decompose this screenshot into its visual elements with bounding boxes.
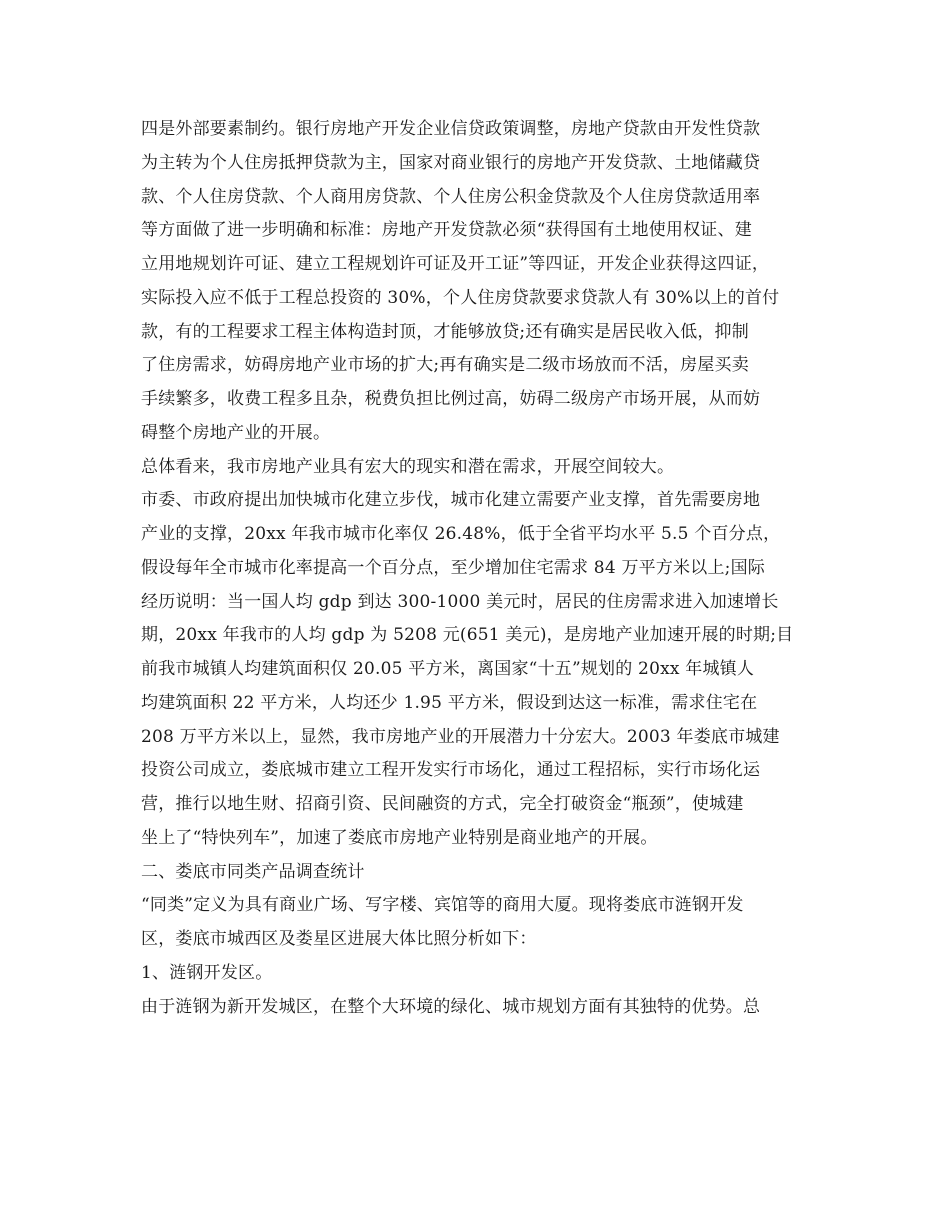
text-line: 总体看来，我市房地产业具有宏大的现实和潜在需求，开展空间较大。 — [141, 457, 675, 477]
text-line: 坐上了“特快列车”，加速了娄底市房地产业特别是商业地产的开展。 — [141, 828, 658, 848]
text-line: 立用地规划许可证、建立工程规划许可证及开工证”等四证，开发企业获得这四证， — [141, 254, 770, 274]
text-line: 实际投入应不低于工程总投资的 30%，个人住房贷款要求贷款人有 30%以上的首付 — [141, 288, 780, 308]
text-line: 市委、市政府提出加快城市化建立步伐，城市化建立需要产业支撑，首先需要房地 — [141, 490, 761, 510]
text-line: 款、个人住房贷款、个人商用房贷款、个人住房公积金贷款及个人住房贷款适用率 — [141, 187, 761, 207]
text-line: “同类”定义为具有商业广场、写字楼、宾馆等的商用大厦。现将娄底市涟钢开发 — [141, 895, 744, 915]
text-line: 由于涟钢为新开发城区，在整个大环境的绿化、城市规划方面有其独特的优势。总 — [141, 997, 761, 1017]
text-line: 208 万平方米以上，显然，我市房地产业的开展潜力十分宏大。2003 年娄底市城建 — [141, 727, 780, 747]
text-line: 假设每年全市城市化率提高一个百分点，至少增加住宅需求 84 万平方米以上;国际 — [141, 558, 765, 578]
text-line: 手续繁多，收费工程多且杂，税费负担比例过高，妨碍二级房产市场开展，从而妨 — [141, 389, 761, 409]
text-line: 四是外部要素制约。银行房地产开发企业信贷政策调整，房地产贷款由开发性贷款 — [141, 119, 761, 139]
text-line: 期，20xx 年我市的人均 gdp 为 5208 元(651 美元)，是房地产业加速开展的时期;目 — [141, 625, 794, 645]
section-heading: 二、娄底市同类产品调查统计 — [141, 862, 365, 882]
text-line: 款，有的工程要求工程主体构造封顶，才能够放贷;还有确实是居民收入低，抑制 — [141, 322, 749, 342]
text-line: 均建筑面积 22 平方米，人均还少 1.95 平方米，假设到达这一标准，需求住宅在 — [141, 693, 758, 713]
text-line: 区，娄底市城西区及娄星区进展大体比照分析如下： — [141, 929, 537, 949]
text-line: 产业的支撑，20xx 年我市城市化率仅 26.48%，低于全省平均水平 5.5 个百分点， — [141, 524, 781, 544]
text-line: 经历说明：当一国人均 gdp 到达 300-1000 美元时，居民的住房需求进入加速增长 — [141, 592, 779, 612]
text-line: 投资公司成立，娄底城市建立工程开发实行市场化，通过工程招标，实行市场化运 — [141, 760, 761, 780]
text-line: 前我市城镇人均建筑面积仅 20.05 平方米，离国家“十五”规划的 20xx 年城镇人 — [141, 659, 755, 679]
text-line: 等方面做了进一步明确和标准：房地产开发贷款必须“获得国有土地使用权证、建 — [141, 220, 752, 240]
text-line: 营，推行以地生财、招商引资、民间融资的方式，完全打破资金“瓶颈”，使城建 — [141, 794, 744, 814]
text-line: 碍整个房地产业的开展。 — [141, 423, 331, 443]
text-line: 了住房需求，妨碍房地产业市场的扩大;再有确实是二级市场放而不活，房屋买卖 — [141, 355, 749, 375]
text-line: 为主转为个人住房抵押贷款为主，国家对商业银行的房地产开发贷款、土地储藏贷 — [141, 153, 761, 173]
subsection-heading: 1、涟钢开发区。 — [141, 963, 273, 983]
